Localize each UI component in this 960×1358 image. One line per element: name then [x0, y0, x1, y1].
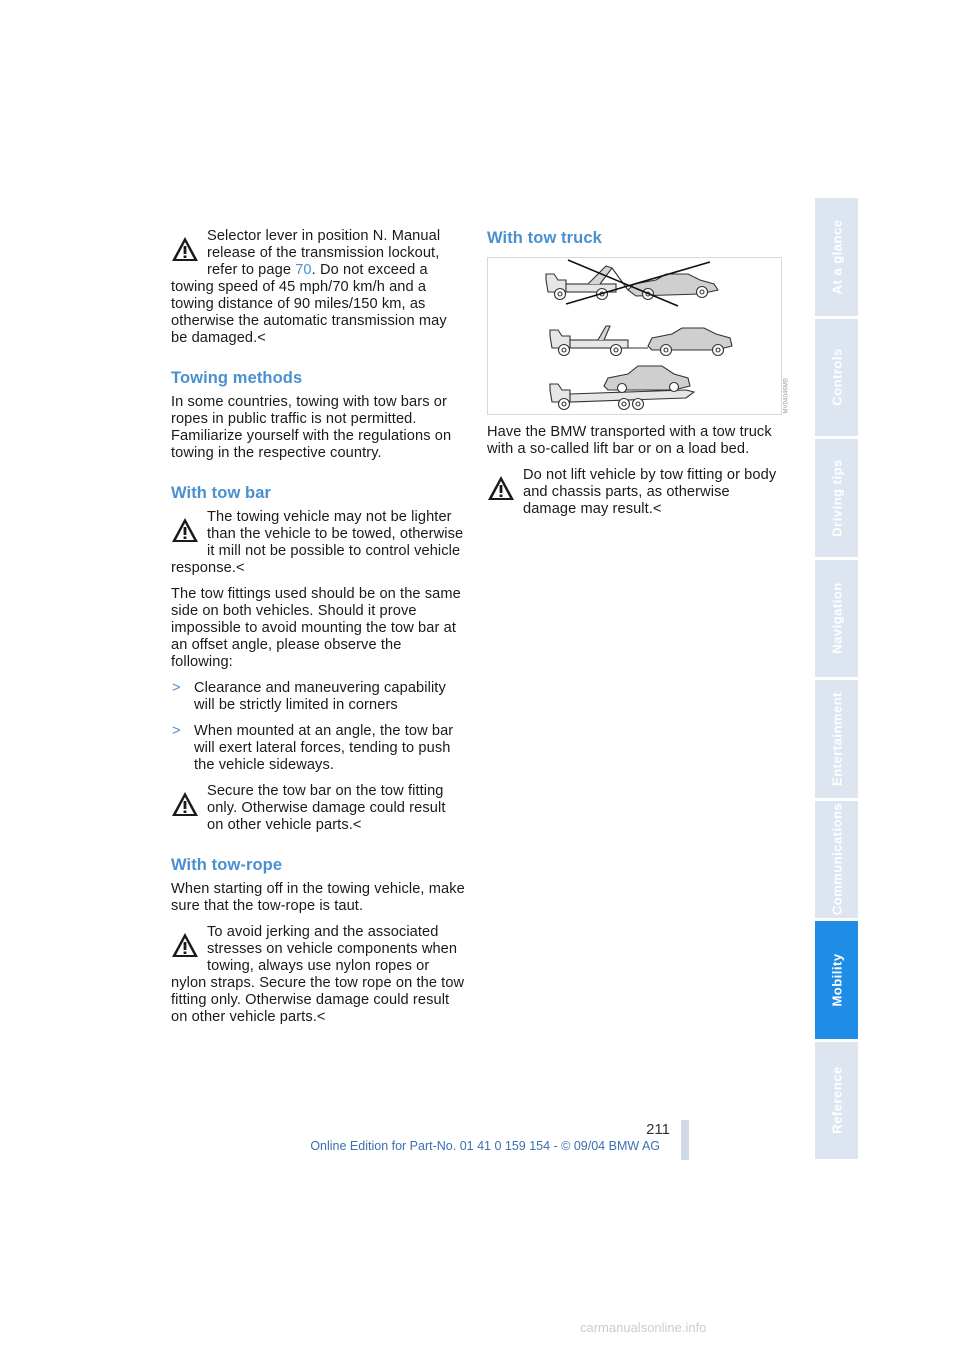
tow-rope-text: When starting off in the towing vehicle, make sure that the tow-rope is taut. — [171, 881, 465, 914]
lift-bar-tow-truck-icon — [550, 326, 648, 356]
figure-code: MV04046MB — [784, 378, 790, 414]
heading-tow-rope: With tow-rope — [171, 856, 283, 874]
warning-block-tow-fitting — [171, 783, 465, 834]
tow-truck-drawing — [488, 258, 781, 414]
warning-block-tow-truck — [487, 467, 781, 518]
list-item: > Clearance and maneuvering capability will be strictly limited in corners — [172, 680, 446, 713]
warning-icon — [487, 475, 515, 501]
bullet-marker: > — [172, 680, 181, 696]
tab-entertainment[interactable]: Entertainment — [815, 680, 858, 798]
warning-text: Do not lift vehicle by tow fitting or body and chassis parts, as otherwise damage may result.< — [523, 467, 777, 517]
warning-text: Secure the tow bar on the tow fitting only. Otherwise damage could result on other vehicle parts.< — [207, 783, 446, 833]
tab-at-a-glance[interactable]: At a glance — [815, 198, 858, 316]
left-column — [171, 228, 465, 1035]
tab-driving-tips[interactable]: Driving tips — [815, 439, 858, 557]
warning-icon — [171, 932, 199, 958]
warning-text: To avoid jerking and the associated stresses on vehicle components when towing, always use nylon ropes or nylon straps. Secure the tow rope on the tow fitting only. Otherwise damage could result on other vehicle parts.< — [171, 924, 465, 1025]
lifted-car-icon — [628, 274, 718, 300]
tow-bar-text: The tow fittings used should be on the same side on both vehicles. Should it prove impossible to avoid mounting the tow bar at an offset angle, please observe the following: — [171, 586, 461, 670]
tow-bar-bullet-list — [171, 680, 465, 774]
warning-icon — [171, 517, 199, 543]
warning-block-tow-bar — [171, 509, 465, 577]
warning-text-tail: . Do not exceed a towing speed of 45 mph/70 km/h and a towing distance of 90 miles/150 km, as otherwise the automatic transmission may be damaged.< — [171, 262, 447, 346]
loaded-car-icon — [604, 366, 690, 393]
warning-block-tow-rope — [171, 924, 465, 1026]
tab-communications[interactable]: Communications — [815, 801, 858, 919]
warning-icon — [171, 236, 199, 262]
footer-edition: Online Edition for Part-No. 01 41 0 159 154 - © 09/04 BMW AG — [310, 1139, 660, 1153]
bullet-marker: > — [172, 723, 181, 739]
warning-block-transmission — [171, 228, 465, 347]
warning-text: Selector lever in position N. Manual release of the transmission lockout, refer to page — [207, 228, 441, 278]
page-number-bar — [681, 1120, 689, 1160]
crane-tow-truck-icon — [546, 266, 628, 300]
towing-methods-text: In some countries, towing with tow bars or ropes in public traffic is not permitted. Familiarize yourself with the regulations on towing in the respective country. — [171, 394, 452, 461]
tow-truck-illustration — [487, 257, 790, 415]
page-number: 211 — [646, 1121, 670, 1138]
towed-car-icon — [648, 328, 732, 356]
tow-truck-text: Have the BMW transported with a tow truck with a so-called lift bar or on a load bed. — [487, 424, 772, 457]
heading-towing-methods: Towing methods — [171, 369, 303, 387]
warning-text: The towing vehicle may not be lighter than the vehicle to be towed, otherwise it mill not be possible to control vehicle response.< — [171, 509, 464, 576]
tab-reference[interactable]: Reference — [815, 1042, 858, 1160]
watermark: carmanualsonline.info — [580, 1320, 707, 1335]
chapter-tabs — [815, 198, 858, 1162]
right-column — [487, 228, 790, 527]
tab-mobility[interactable]: Mobility — [815, 921, 858, 1039]
heading-tow-bar: With tow bar — [171, 484, 272, 502]
page-link[interactable]: 70 — [295, 262, 312, 278]
tab-controls[interactable]: Controls — [815, 319, 858, 437]
heading-tow-truck: With tow truck — [487, 229, 602, 247]
tab-navigation[interactable]: Navigation — [815, 560, 858, 678]
warning-icon — [171, 791, 199, 817]
list-item: > When mounted at an angle, the tow bar will exert lateral forces, tending to push the vehicle sideways. — [172, 723, 454, 773]
